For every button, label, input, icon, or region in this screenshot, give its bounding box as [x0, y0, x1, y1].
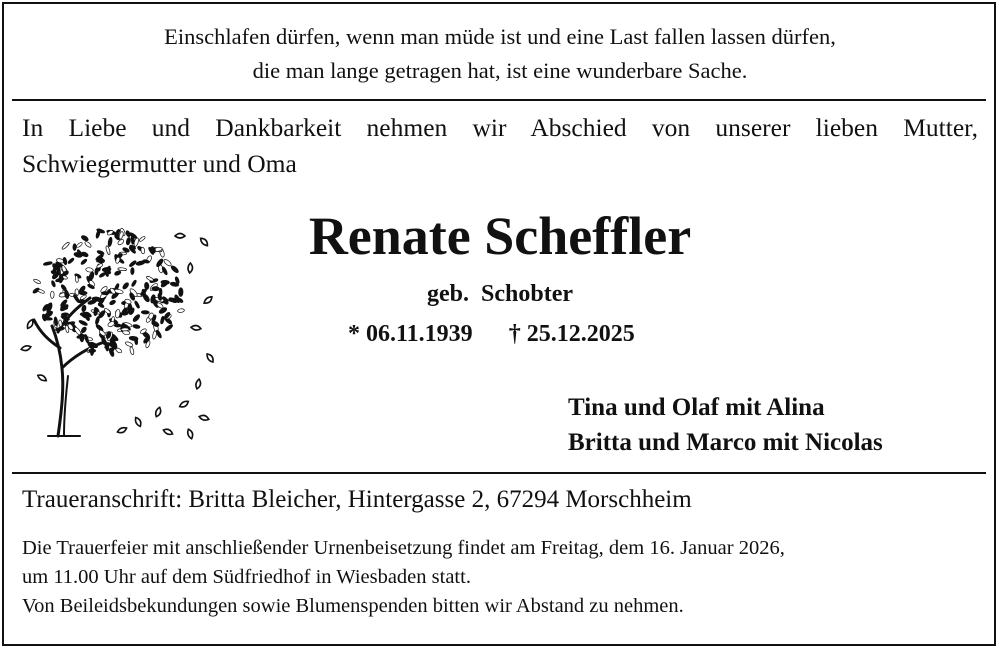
mourning-address: Traueranschrift: Britta Bleicher, Hintergasse 2, 67294 Morschheim [22, 486, 692, 513]
family-line: Tina und Olaf mit Alina [568, 394, 825, 421]
intro-line: Schwiegermutter und Oma [22, 149, 297, 178]
motto-quote [0, 20, 1000, 88]
death-date: † 25.12.2025 [508, 321, 635, 347]
family-signature [568, 390, 883, 460]
motto-line: Einschlafen dürfen, wenn man müde ist und eine Last fallen lassen dürfen, [164, 24, 836, 49]
divider-bottom [12, 472, 986, 474]
intro-line: In Liebe und Dankbarkeit nehmen wir Abschied von unserer lieben Mutter, [22, 113, 978, 142]
funeral-service-info [22, 534, 982, 621]
service-line: um 11.00 Uhr auf dem Südfriedhof in Wiesbaden statt. [22, 566, 471, 588]
divider-top [12, 99, 986, 101]
deceased-name: Renate Scheffler [308, 206, 692, 266]
tree-with-falling-leaves-icon [18, 208, 218, 444]
motto-line: die man lange getragen hat, ist eine wunderbare Sache. [252, 58, 748, 83]
service-line: Die Trauerfeier mit anschließender Urnenbeisetzung findet am Freitag, dem 16. Januar 2026, [22, 537, 785, 559]
life-dates [348, 318, 635, 350]
birth-date: * 06.11.1939 [348, 321, 473, 347]
service-line: Von Beileidsbekundungen sowie Blumenspenden bitten wir Abstand zu nehmen. [22, 595, 684, 617]
intro-text [22, 110, 978, 182]
family-line: Britta und Marco mit Nicolas [568, 429, 883, 456]
maiden-name: geb. Schobter [427, 281, 573, 307]
